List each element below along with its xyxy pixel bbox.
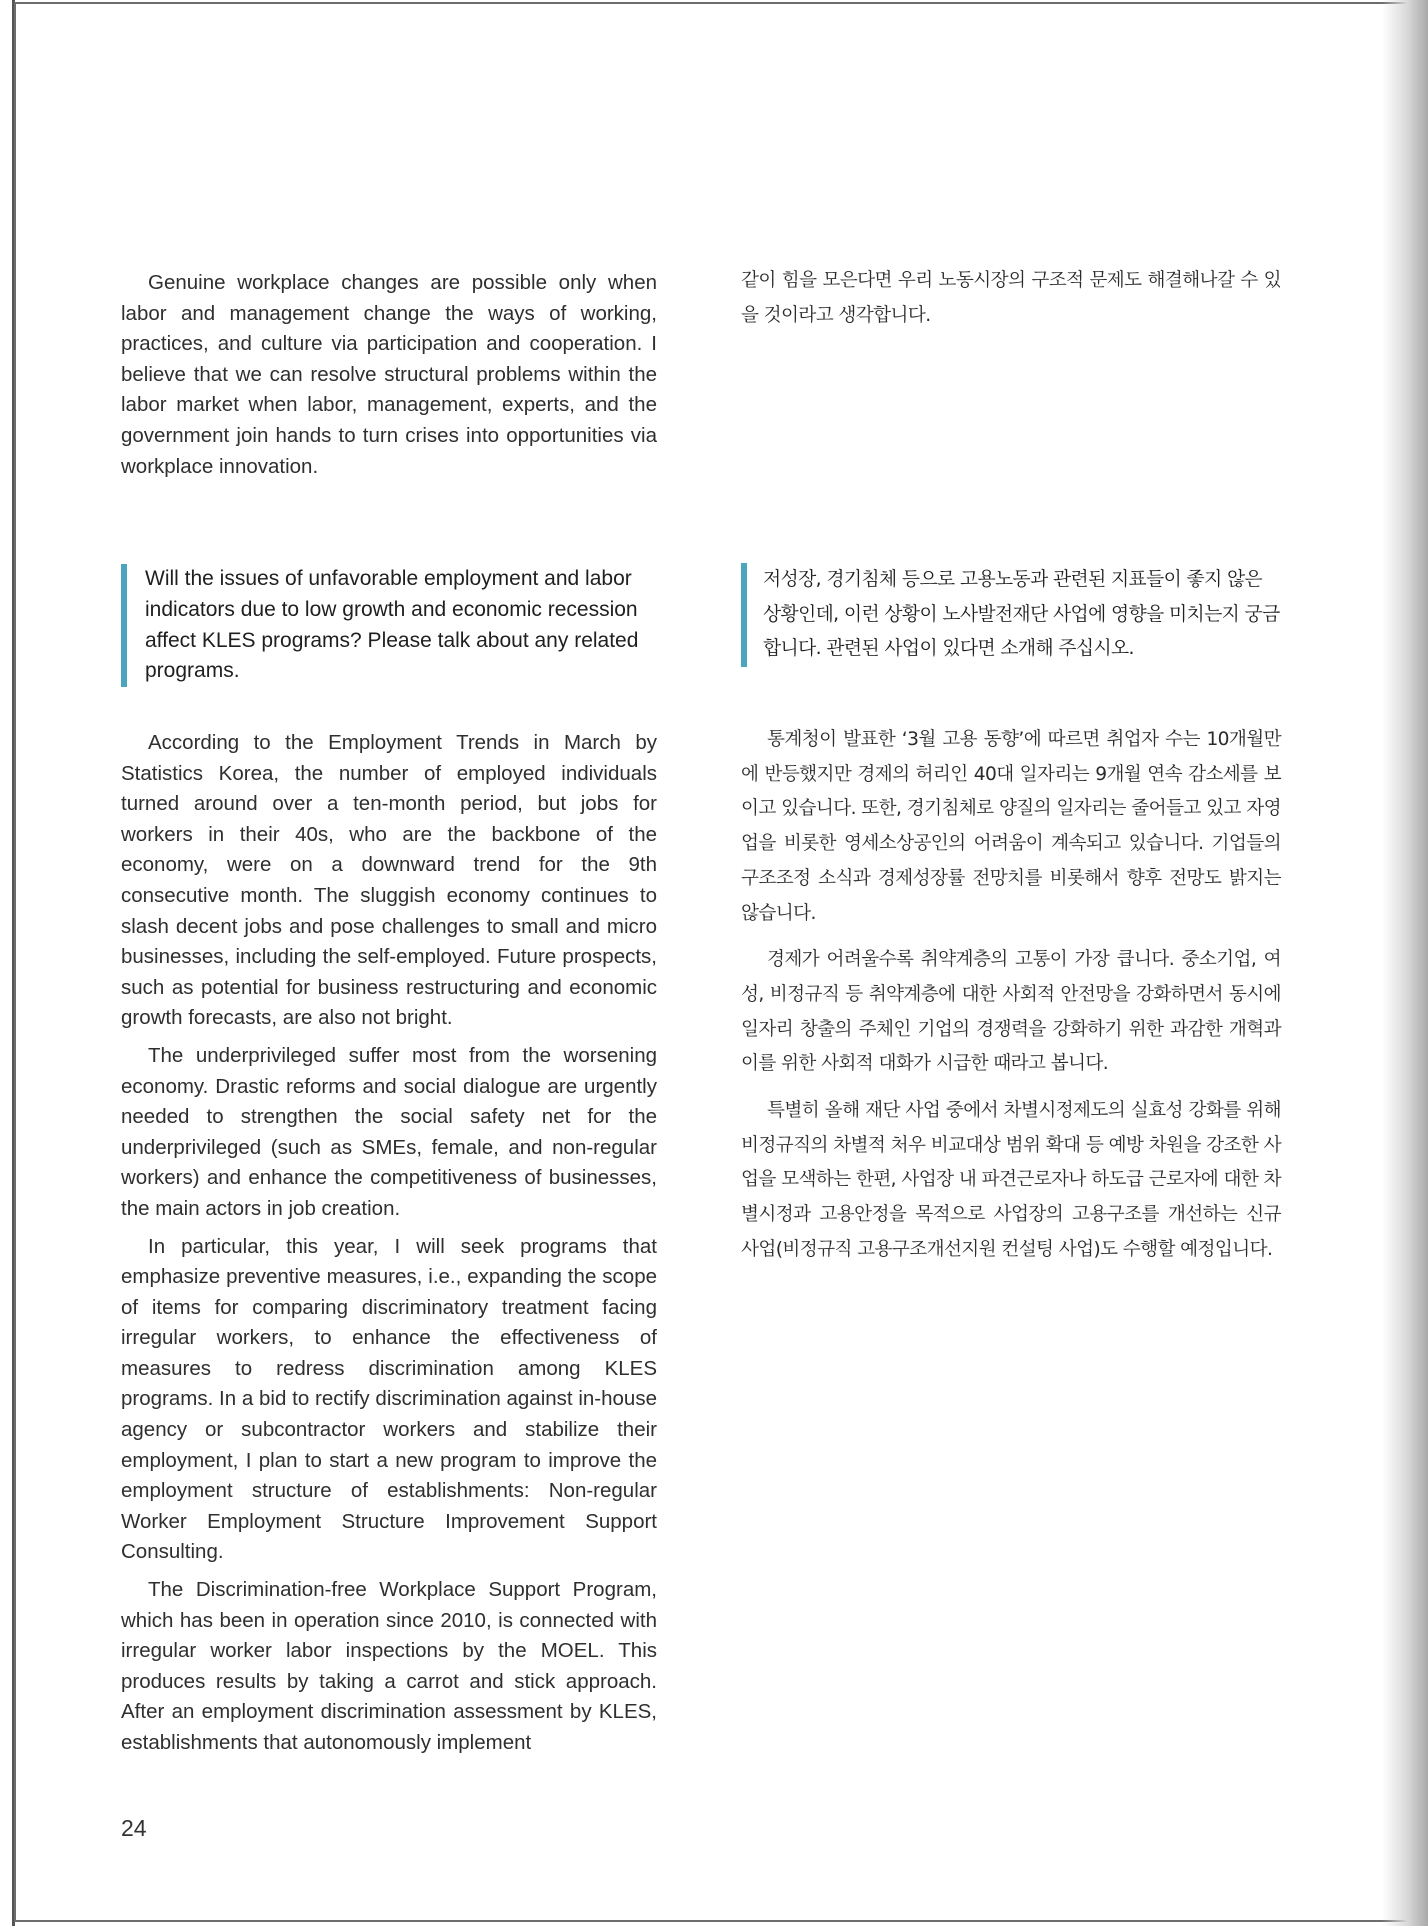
answer-english-paragraph-1: According to the Employment Trends in March by Statistics Korea, the number of employed individuals turned around over a ten-month period, but jobs for workers in their 40s, who are the backbone of the economy, were on a downward trend for the 9th consecutive month. The sluggish economy continues to slash decent jobs and pose challenges to small and micro businesses, including the self-employed. Future prospects, such as potential for business restructuring and economic growth forecasts, are also not bright. [121, 731, 657, 1030]
answer-korean-paragraph-2: 경제가 어려울수록 취약계층의 고통이 가장 큽니다. 중소기업, 여성, 비정규직 등 취약계층에 대한 사회적 안전망을 강화하면서 동시에 일자리 창출의 주체인 기업의 경쟁력을 강화하기 위한 과감한 개혁과 이를 위한 사회적 대화가 시급한 때라고 봅니다. [741, 949, 1281, 1075]
answer-korean-paragraph-1: 통계청이 발표한 ‘3월 고용 동향’에 따르면 취업자 수는 10개월만에 반등했지만 경제의 허리인 40대 일자리는 9개월 연속 감소세를 보이고 있습니다. 또한, 경기침체로 양질의 일자리는 줄어들고 있고 자영업을 비롯한 영세소상공인의 어려움이 계속되고 있습니다. 기업들의 구조조정 소식과 경제성장률 전망치를 비롯해서 향후 전망도 밝지는 않습니다. [741, 729, 1281, 924]
answer-korean-paragraph-3: 특별히 올해 재단 사업 중에서 차별시정제도의 실효성 강화를 위해 비정규직의 차별적 처우 비교대상 범위 확대 등 예방 차원을 강조한 사업을 모색하는 한편, 사업장 내 파견근로자나 하도급 근로자에 대한 차별시정과 고용안정을 목적으로 사업장의 고용구조를 개선하는 신규 사업(비정규직 고용구조개선지원 컨설팅 사업)도 수행할 예정입니다. [741, 1100, 1281, 1260]
intro-korean-paragraph: 같이 힘을 모은다면 우리 노동시장의 구조적 문제도 해결해나갈 수 있을 것이라고 생각합니다. [741, 270, 1281, 326]
answer-english-paragraph-3: In particular, this year, I will seek programs that emphasize preventive measures, i.e., expanding the scope of items for comparing discriminatory treatment facing irregular workers, to enhance the effectiveness of measures to redress discrimination among KLES programs. In a bid to rectify discrimination against in-house agency or subcontractor workers and stabilize their employment, I plan to start a new program to improve the employment structure of establishments: Non-regular Worker Employment Structure Improvement Support Consulting. [121, 1234, 657, 1564]
page-fold-shadow [1382, 0, 1428, 1926]
answer-english [121, 728, 657, 1759]
page-number: 24 [121, 1815, 147, 1841]
answer-korean [741, 723, 1281, 1268]
question-korean [741, 563, 1281, 667]
intro-korean [741, 264, 1281, 333]
answer-english-paragraph-2: The underprivileged suffer most from the worsening economy. Drastic reforms and social dialogue are urgently needed to strengthen the social safety net for the underprivileged (such as SMEs, female, and non-regular workers) and enhance the competitiveness of businesses, the main actors in job creation. [121, 1043, 657, 1220]
question-korean-text: 저성장, 경기침체 등으로 고용노동과 관련된 지표들이 좋지 않은 상황인데, 이런 상황이 노사발전재단 사업에 영향을 미치는지 궁금합니다. 관련된 사업이 있다면 소개해 주십시오. [763, 569, 1280, 659]
answer-english-paragraph-4: The Discrimination-free Workplace Support Program, which has been in operation since 2010, is connected with irregular worker labor inspections by the MOEL. This produces results by taking a carrot and stick approach. After an employment discrimination assessment by KLES, establishments that autonomously implement [121, 1578, 657, 1754]
question-english-text: Will the issues of unfavorable employment and labor indicators due to low growth and economic recession affect KLES programs? Please talk about any related programs. [145, 567, 639, 683]
question-english [121, 564, 661, 687]
intro-english [121, 268, 657, 482]
intro-english-paragraph: Genuine workplace changes are possible only when labor and management change the ways of working, practices, and culture via participation and cooperation. I believe that we can resolve structural problems within the labor market when labor, management, experts, and the government join hands to turn crises into opportunities via workplace innovation. [121, 271, 657, 478]
